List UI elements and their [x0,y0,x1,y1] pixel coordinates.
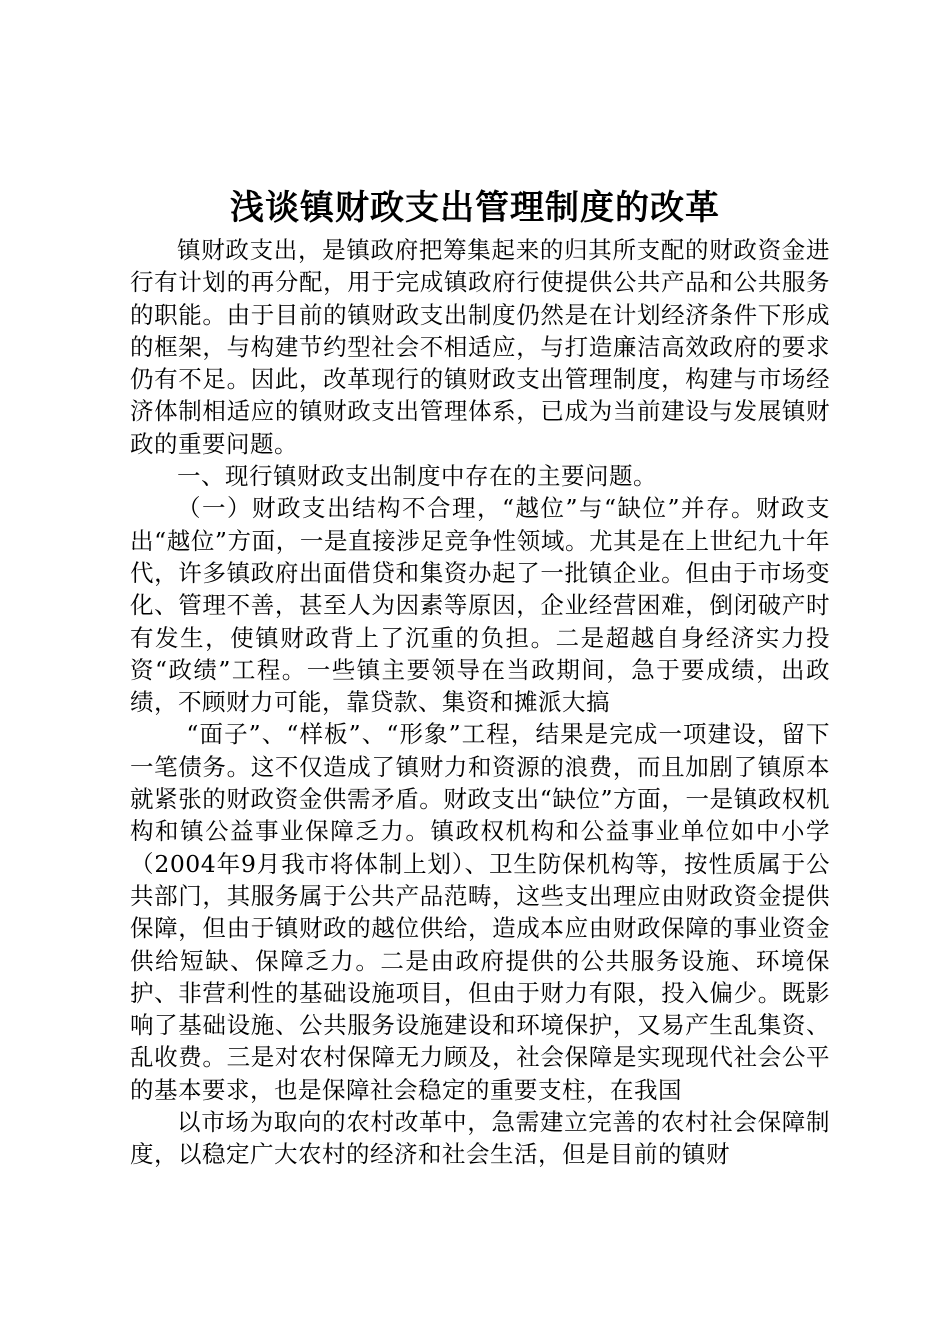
document-body [130,234,830,1171]
document-title: 浅谈镇财政支出管理制度的改革 [230,188,720,228]
section-heading: 一、现行镇财政支出制度中存在的主要问题。 [177,462,657,491]
paragraph-subsection-1: （一）财政支出结构不合理，“越位”与“缺位”并存。财政支出“越位”方面，一是直接涉足竞争性领域。尤其是在上世纪九十年代，许多镇政府出面借贷和集资办起了一批镇企业。但由于市场变化、管理不善，甚至人为因素等原因，企业经营困难，倒闭破产时有发生，使镇财政背上了沉重的负担。二是超越自身经济实力投资“政绩”工程。一些镇主要领导在当政期间，急于要成绩，出政绩，不顾财力可能，靠贷款、集资和摊派大搞 [130,494,830,717]
paragraph-intro: 镇财政支出，是镇政府把筹集起来的归其所支配的财政资金进行有计划的再分配，用于完成镇政府行使提供公共产品和公共服务的职能。由于目前的镇财政支出制度仍然是在计划经济条件下形成的框架，与构建节约型社会不相适应，与打造廉洁高效政府的要求仍有不足。因此，改革现行的镇财政支出管理制度，构建与市场经济体制相适应的镇财政支出管理体系，已成为当前建设与发展镇财政的重要问题。 [130,236,830,458]
paragraph-continuation-1: “面子”、“样板”、“形象”工程，结果是完成一项建设，留下一笔债务。这不仅造成了镇财力和资源的浪费，而且加剧了镇原本就紧张的财政资金供需矛盾。财政支出“缺位”方面，一是镇政权机构和镇公益事业保障乏力。镇政权机构和公益事业单位如中小学（2004年9月我市将体制上划）、卫生防保机构等，按性质属于公共部门，其服务属于公共产品范畴，这些支出理应由财政资金提供保障，但由于镇财政的越位供给，造成本应由财政保障的事业资金供给短缺、保障乏力。二是由政府提供的公共服务设施、环境保护、非营利性的基础设施项目，但由于财力有限，投入偏少。既影响了基础设施、公共服务设施建设和环境保护，又易产生乱集资、乱收费。三是对农村保障无力顾及，社会保障是实现现代社会公平的基本要求，也是保障社会稳定的重要支柱，在我国 [130,720,830,1104]
paragraph-continuation-2: 以市场为取向的农村改革中，急需建立完善的农村社会保障制度，以稳定广大农村的经济和社会生活，但是目前的镇财 [130,1108,830,1169]
